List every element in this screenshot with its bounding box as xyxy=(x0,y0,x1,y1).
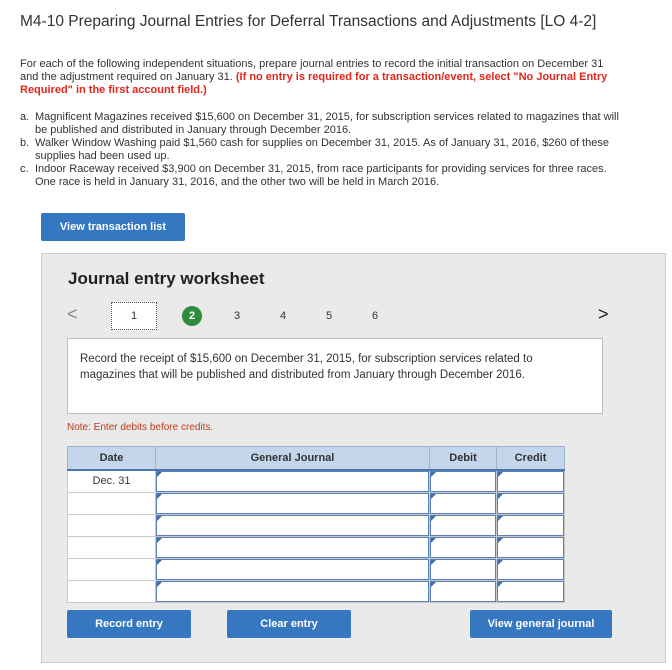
transaction-description: Record the receipt of $15,600 on December 31, 2015, for subscription services related to magazines that will be published and distributed from January through December 2016. xyxy=(67,338,603,414)
table-row xyxy=(68,492,565,514)
column-header-date: Date xyxy=(68,447,156,470)
instructions-emphasis: (If no entry is required for a transaction/event, select "No Journal Entry Required" in the first account field.) xyxy=(20,71,608,96)
chevron-left-icon[interactable]: < xyxy=(67,304,78,324)
step-tab-2[interactable]: 2 xyxy=(182,306,202,326)
step-tab-1[interactable]: 1 xyxy=(111,302,157,330)
instructions-text: For each of the following independent situations, prepare journal entries to record the initial transaction on December 31 and the adjustment required on January 31. xyxy=(20,58,604,83)
date-cell xyxy=(68,492,156,514)
table-row xyxy=(68,558,565,580)
credit-input[interactable] xyxy=(497,493,564,514)
page-title: M4-10 Preparing Journal Entries for Deferral Transactions and Adjustments [LO 4-2] xyxy=(20,13,597,30)
account-input[interactable] xyxy=(156,515,429,536)
debit-input[interactable] xyxy=(430,471,496,492)
step-tab-6[interactable]: 6 xyxy=(371,310,379,322)
journal-table xyxy=(67,446,565,603)
credit-input[interactable] xyxy=(497,537,564,558)
instructions xyxy=(20,58,620,97)
debit-input[interactable] xyxy=(430,537,496,558)
date-cell xyxy=(68,580,156,602)
credit-input[interactable] xyxy=(497,515,564,536)
debit-input[interactable] xyxy=(430,581,496,602)
view-transaction-list-button[interactable]: View transaction list xyxy=(41,213,185,241)
note-text: Note: Enter debits before credits. xyxy=(67,422,214,433)
column-header-general-journal: General Journal xyxy=(156,447,430,470)
account-input[interactable] xyxy=(156,493,429,514)
table-row xyxy=(68,580,565,602)
situation-list xyxy=(20,111,620,189)
view-general-journal-button[interactable]: View general journal xyxy=(470,610,612,638)
list-item xyxy=(20,163,620,189)
list-item xyxy=(20,137,620,163)
column-header-credit: Credit xyxy=(497,447,565,470)
debit-input[interactable] xyxy=(430,515,496,536)
date-cell xyxy=(68,558,156,580)
credit-input[interactable] xyxy=(497,471,564,492)
clear-entry-button[interactable]: Clear entry xyxy=(227,610,351,638)
table-header-row xyxy=(68,447,565,470)
account-input[interactable] xyxy=(156,559,429,580)
list-item-text: Magnificent Magazines received $15,600 on December 31, 2015, for subscription services related to magazines that will be published and distributed in January through December 2016. xyxy=(35,111,619,136)
date-cell: Dec. 31 xyxy=(68,470,156,493)
account-input[interactable] xyxy=(156,471,429,492)
debit-input[interactable] xyxy=(430,559,496,580)
record-entry-button[interactable]: Record entry xyxy=(67,610,191,638)
table-row xyxy=(68,470,565,493)
credit-input[interactable] xyxy=(497,559,564,580)
list-item-text: Indoor Raceway received $3,900 on December 31, 2015, from race participants for providing services for three races. One race is held in January 31, 2016, and the other two will be held in March 2016. xyxy=(35,163,607,188)
date-cell xyxy=(68,536,156,558)
table-row xyxy=(68,514,565,536)
worksheet-title: Journal entry worksheet xyxy=(68,269,265,288)
list-item-label: a. xyxy=(20,111,30,123)
step-tab-4[interactable]: 4 xyxy=(279,310,287,322)
credit-input[interactable] xyxy=(497,581,564,602)
list-item-label: c. xyxy=(20,163,29,175)
list-item xyxy=(20,111,620,137)
column-header-debit: Debit xyxy=(430,447,497,470)
chevron-right-icon[interactable]: > xyxy=(598,304,609,324)
table-row xyxy=(68,536,565,558)
debit-input[interactable] xyxy=(430,493,496,514)
journal-entry-worksheet xyxy=(41,253,666,663)
account-input[interactable] xyxy=(156,581,429,602)
list-item-label: b. xyxy=(20,137,30,149)
list-item-text: Walker Window Washing paid $1,560 cash for supplies on December 31, 2015. As of January 31, 2016, $260 of these supplies had been used up. xyxy=(35,137,609,162)
step-tab-5[interactable]: 5 xyxy=(325,310,333,322)
step-tab-3[interactable]: 3 xyxy=(233,310,241,322)
date-cell xyxy=(68,514,156,536)
account-input[interactable] xyxy=(156,537,429,558)
